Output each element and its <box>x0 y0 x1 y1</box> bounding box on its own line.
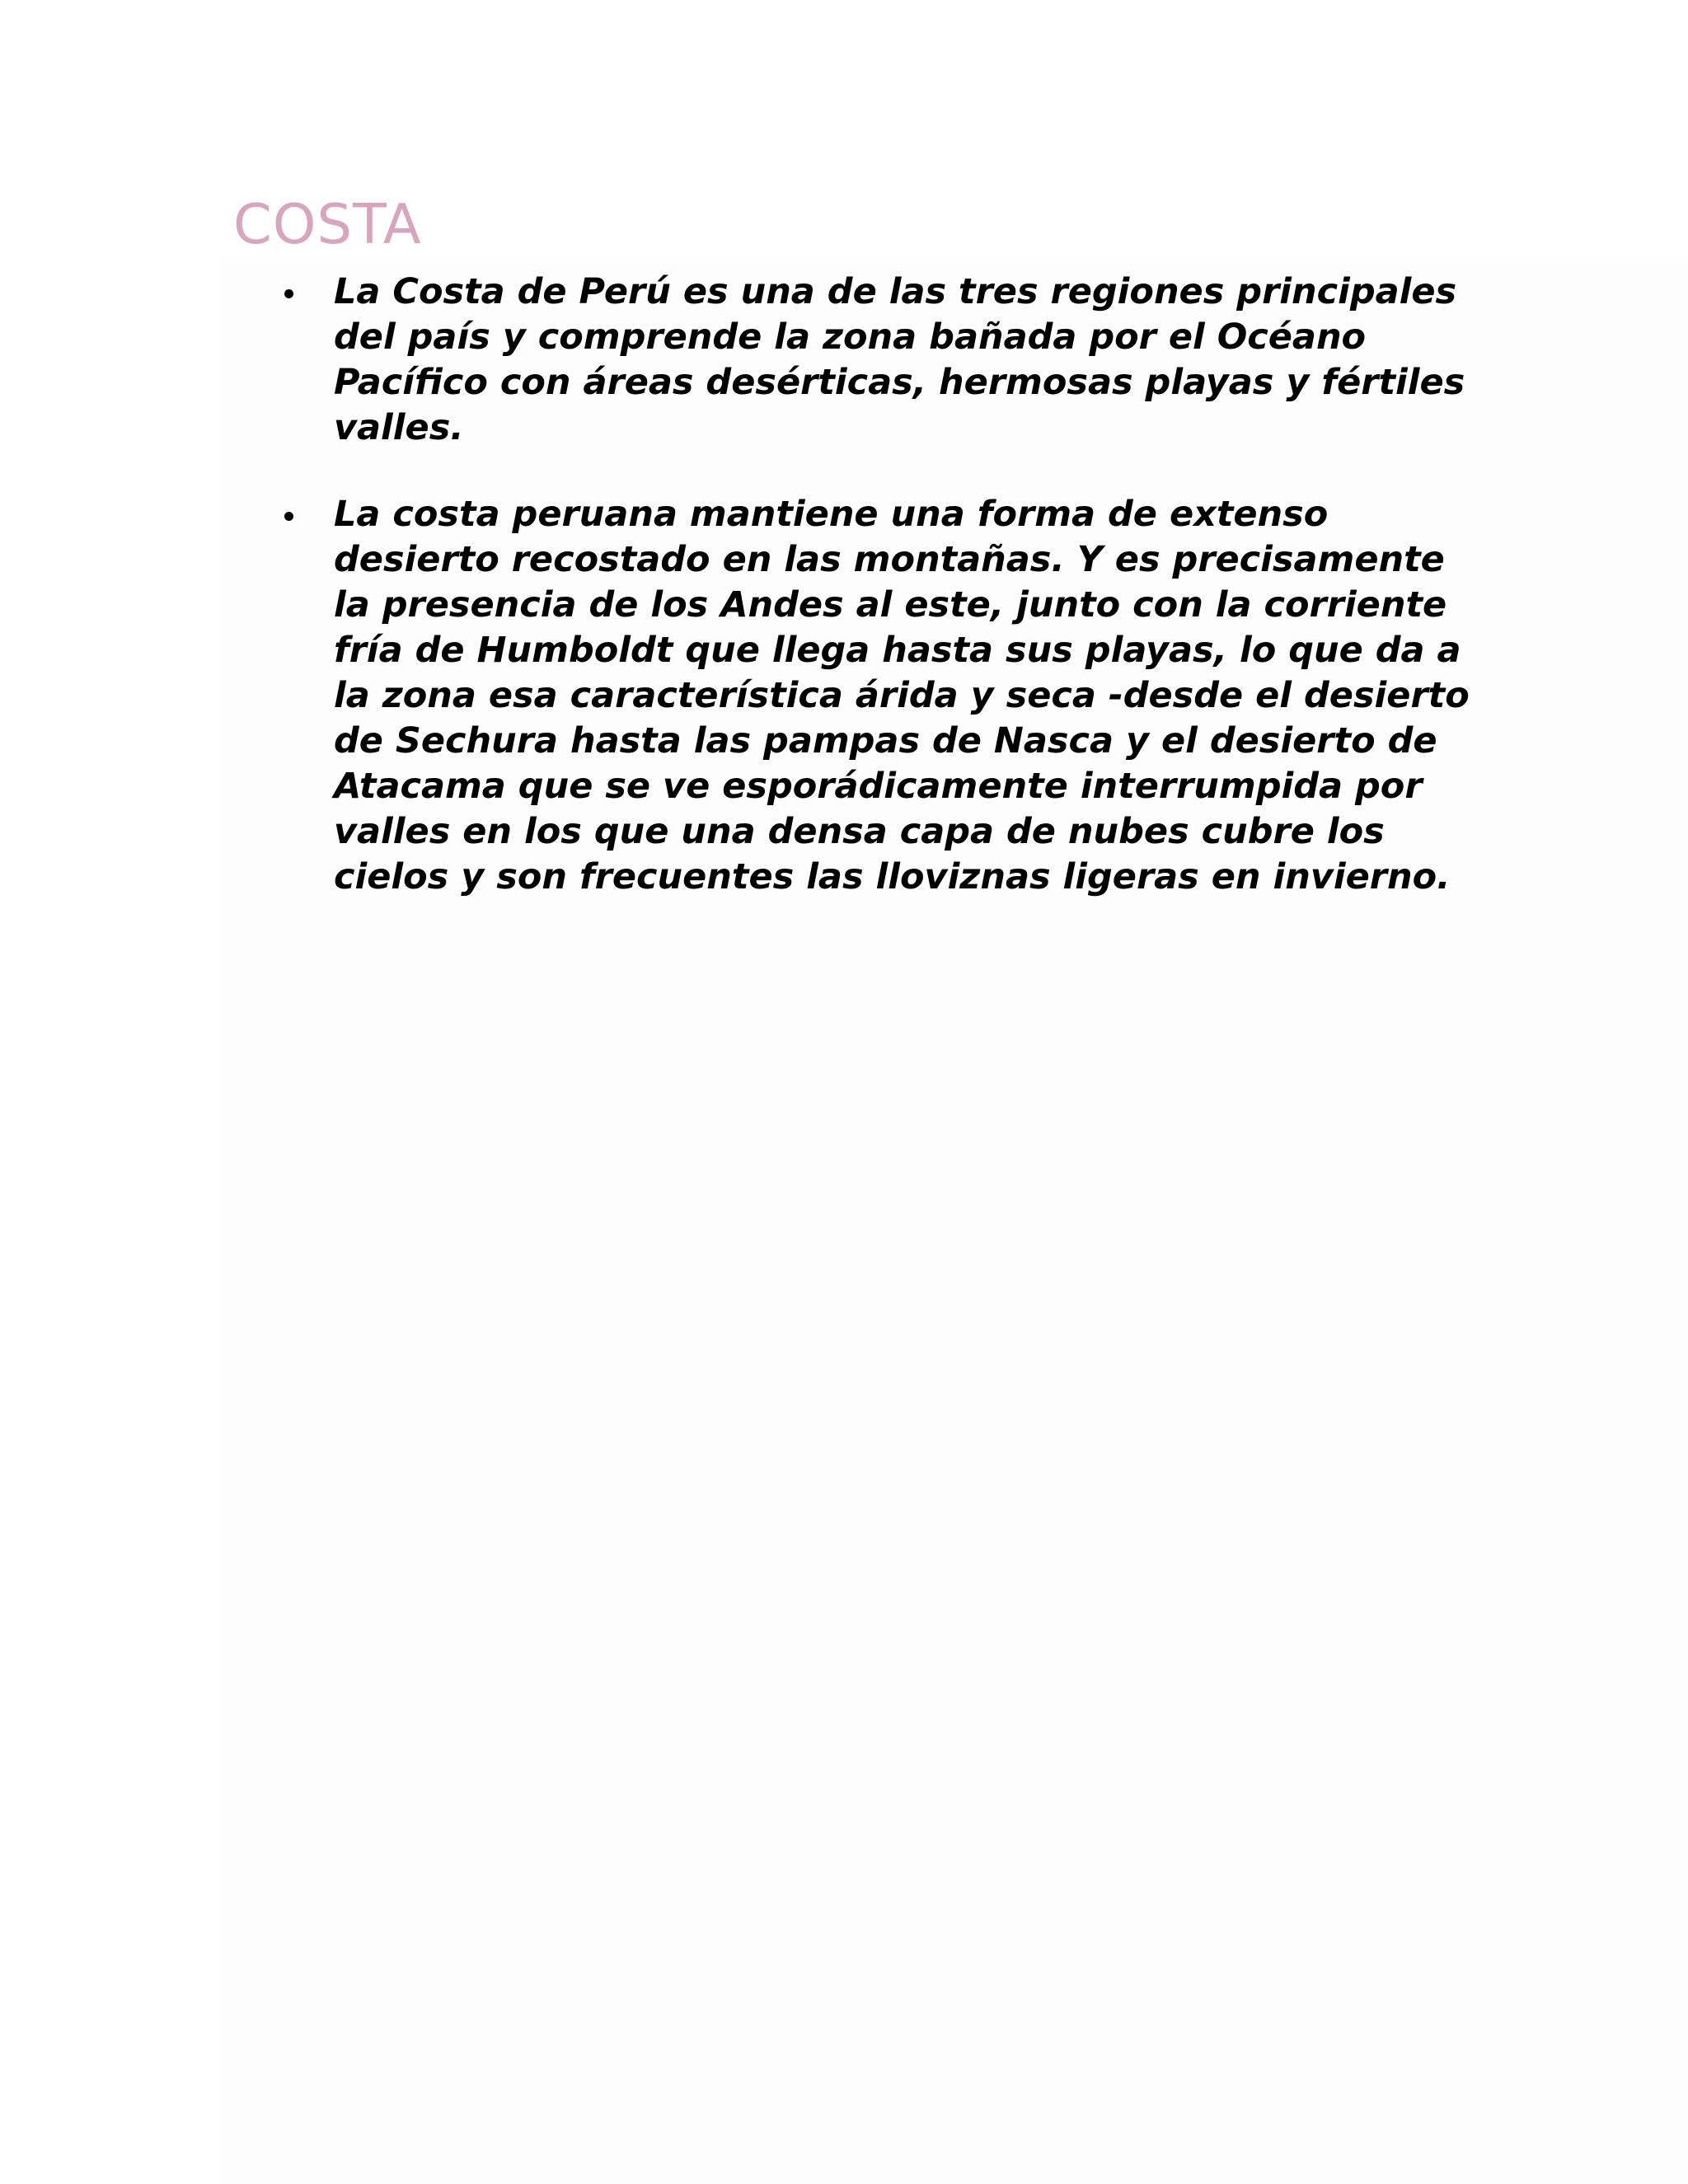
bullet-icon <box>284 289 293 298</box>
bullet-list <box>0 269 1484 941</box>
bullet-text: La costa peruana mantiene una forma de extenso desierto recostado en las montañas. Y es precisamente la presencia de los Andes al este, junto con la corriente fría de Humboldt que llega hasta sus playas, lo que da a la zona esa característica árida y seca -desde el desierto de Sechura hasta las pampas de Nasca y el desierto de Atacama que se ve esporádicamente interrumpida por valles en los que una densa capa de nubes cubre los cielos y son frecuentes las lloviznas ligeras en invierno. <box>334 494 1470 898</box>
list-item <box>334 269 1484 451</box>
page-title: COSTA <box>233 192 422 256</box>
bullet-text: La Costa de Perú es una de las tres regiones principales del país y comprende la zona bañada por el Océano Pacífico con áreas desérticas, hermosas playas y fértiles valles. <box>334 271 1465 448</box>
bullet-icon <box>284 512 293 521</box>
list-item <box>334 492 1484 900</box>
